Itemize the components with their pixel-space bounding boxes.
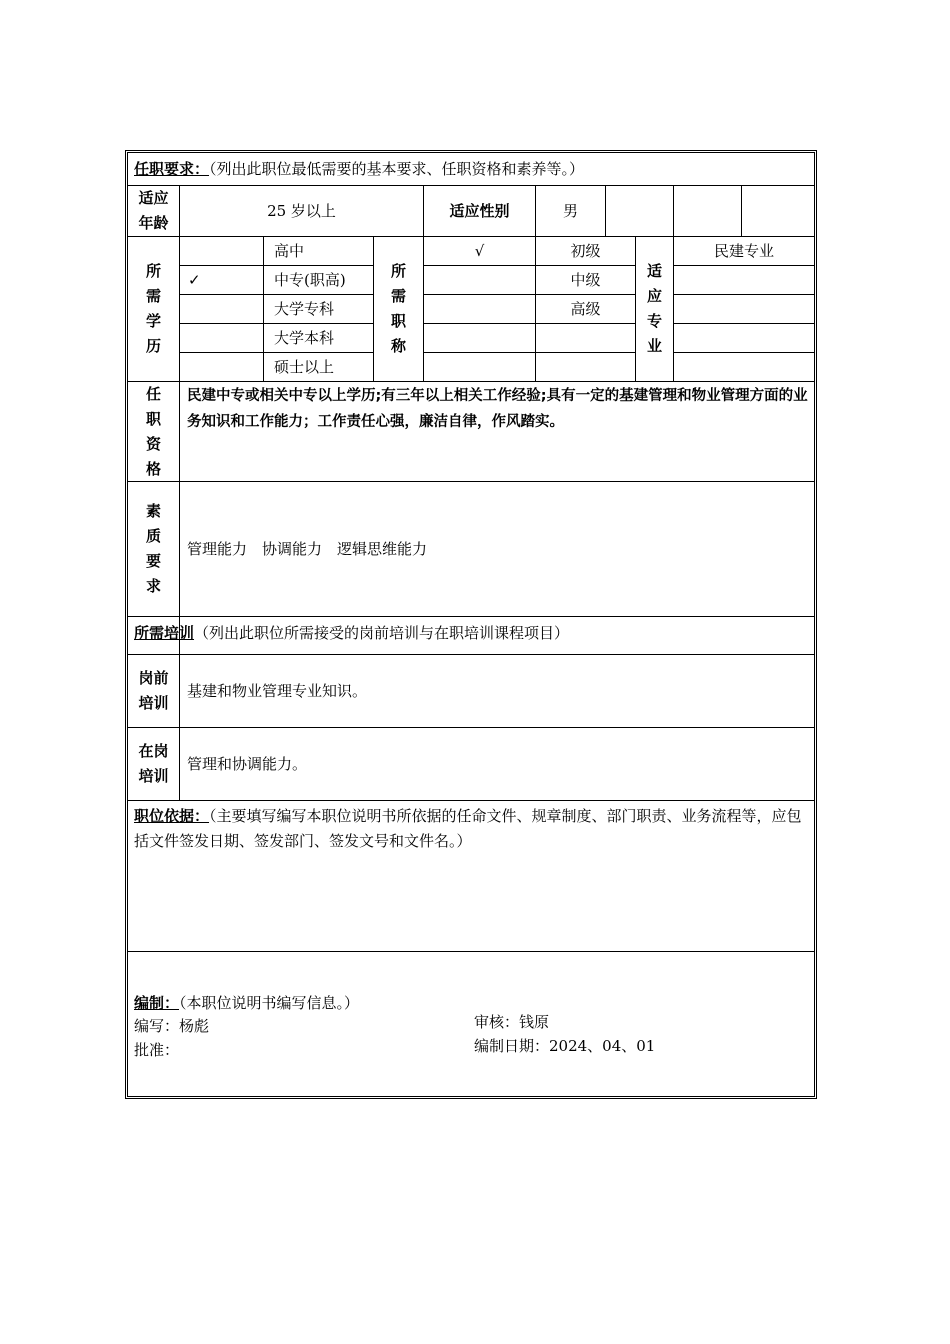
training-header xyxy=(134,621,804,649)
education-level-high-school: 高中 xyxy=(274,242,305,260)
qualification-label xyxy=(128,382,179,481)
education-level-vocational: 中专(职高) xyxy=(274,271,346,289)
compile-approver: 批准： xyxy=(134,1041,180,1059)
title-label-char: 职 xyxy=(390,312,406,330)
education-label-char: 所 xyxy=(145,262,161,280)
pre-training-label xyxy=(128,655,179,727)
requirements-note: （列出此职位最低需要的基本要求、任职资格和素养等。） xyxy=(209,160,585,178)
qualification-label-char: 职 xyxy=(145,409,161,428)
major-label-char: 应 xyxy=(646,287,662,305)
education-level-bachelor: 大学本科 xyxy=(274,329,335,347)
divider xyxy=(673,185,674,236)
quality-text: 管理能力 协调能力 逻辑思维能力 xyxy=(187,540,428,558)
divider xyxy=(423,323,635,324)
divider xyxy=(263,236,264,381)
education-label xyxy=(128,237,179,381)
age-label-line1: 适应 xyxy=(138,189,169,207)
gender-value: 男 xyxy=(562,202,578,220)
pre-training-label-line2: 培训 xyxy=(138,694,169,712)
gender-label: 适应性别 xyxy=(449,202,510,220)
education-label-char: 需 xyxy=(145,287,161,305)
qualification-label-char: 格 xyxy=(145,459,161,478)
divider xyxy=(605,185,606,236)
compile-writer: 编写：杨彪 xyxy=(134,1017,210,1035)
pre-training-text: 基建和物业管理专业知识。 xyxy=(187,682,368,700)
title-level-senior: 高级 xyxy=(570,300,601,318)
title-label-char: 需 xyxy=(390,287,406,305)
training-note: （列出此职位所需接受的岗前培训与在职培训课程项目） xyxy=(194,624,570,642)
requirements-header xyxy=(134,157,804,183)
education-level-college: 大学专科 xyxy=(274,300,335,318)
qualification-label-char: 任 xyxy=(145,384,161,403)
major-value: 民建专业 xyxy=(713,242,774,260)
quality-label xyxy=(128,482,179,616)
age-value: 25 岁以上 xyxy=(267,202,336,220)
divider xyxy=(673,265,814,266)
divider xyxy=(741,185,742,236)
quality-label-char: 素 xyxy=(145,502,161,520)
title-label-char: 称 xyxy=(390,337,406,355)
age-label-line2: 年龄 xyxy=(138,214,169,232)
major-label-char: 业 xyxy=(646,337,662,355)
pre-training-label-line1: 岗前 xyxy=(138,669,169,687)
requirements-title: 任职要求： xyxy=(134,160,210,178)
qualification-label-char: 资 xyxy=(145,434,161,453)
divider xyxy=(673,323,814,324)
on-training-label-line2: 培训 xyxy=(138,767,169,785)
title-level-junior: 初级 xyxy=(570,242,601,260)
major-label xyxy=(636,237,673,381)
divider xyxy=(128,800,814,801)
quality-label-char: 质 xyxy=(145,527,161,545)
major-label-char: 适 xyxy=(646,262,662,280)
divider xyxy=(423,352,635,353)
qualification-text: 民建中专或相关中专以上学历;有三年以上相关工作经验;具有一定的基建管理和物业管理方面的业务知识和工作能力；工作责任心强，廉洁自律，作风踏实。 xyxy=(187,388,808,430)
basis-title: 职位依据： xyxy=(134,807,210,825)
job-requirements-form xyxy=(125,150,817,1099)
divider xyxy=(673,294,814,295)
quality-label-char: 求 xyxy=(145,577,161,595)
divider xyxy=(128,381,814,382)
on-training-text: 管理和协调能力。 xyxy=(187,755,308,773)
basis-section xyxy=(134,804,810,864)
on-training-label xyxy=(128,728,179,800)
basis-note: （主要填写编写本职位说明书所依据的任命文件、规章制度、部门职责、业务流程等，应包括文件签发日期、签发部门、签发文号和文件名。） xyxy=(134,807,802,850)
title-label xyxy=(374,237,423,381)
divider xyxy=(673,352,814,353)
on-training-label-line1: 在岗 xyxy=(138,742,169,760)
education-level-master: 硕士以上 xyxy=(274,358,335,376)
compile-note: （本职位说明书编写信息。） xyxy=(179,994,360,1012)
age-label xyxy=(128,186,179,236)
compile-reviewer: 审核：钱原 xyxy=(474,1013,550,1031)
training-title: 所需培训 xyxy=(134,624,195,642)
divider xyxy=(128,616,814,617)
education-label-char: 学 xyxy=(145,312,161,330)
title-label-char: 所 xyxy=(390,262,406,280)
title-checkmark: √ xyxy=(474,242,485,260)
quality-label-char: 要 xyxy=(145,552,161,570)
divider xyxy=(128,951,814,952)
major-label-char: 专 xyxy=(646,312,662,330)
education-label-char: 历 xyxy=(145,337,161,355)
compile-date: 编制日期：2024、04、01 xyxy=(474,1037,656,1055)
education-checkmark: ✓ xyxy=(188,271,201,289)
divider xyxy=(179,185,180,800)
compile-title: 编制： xyxy=(134,994,180,1012)
title-level-intermediate: 中级 xyxy=(570,271,601,289)
